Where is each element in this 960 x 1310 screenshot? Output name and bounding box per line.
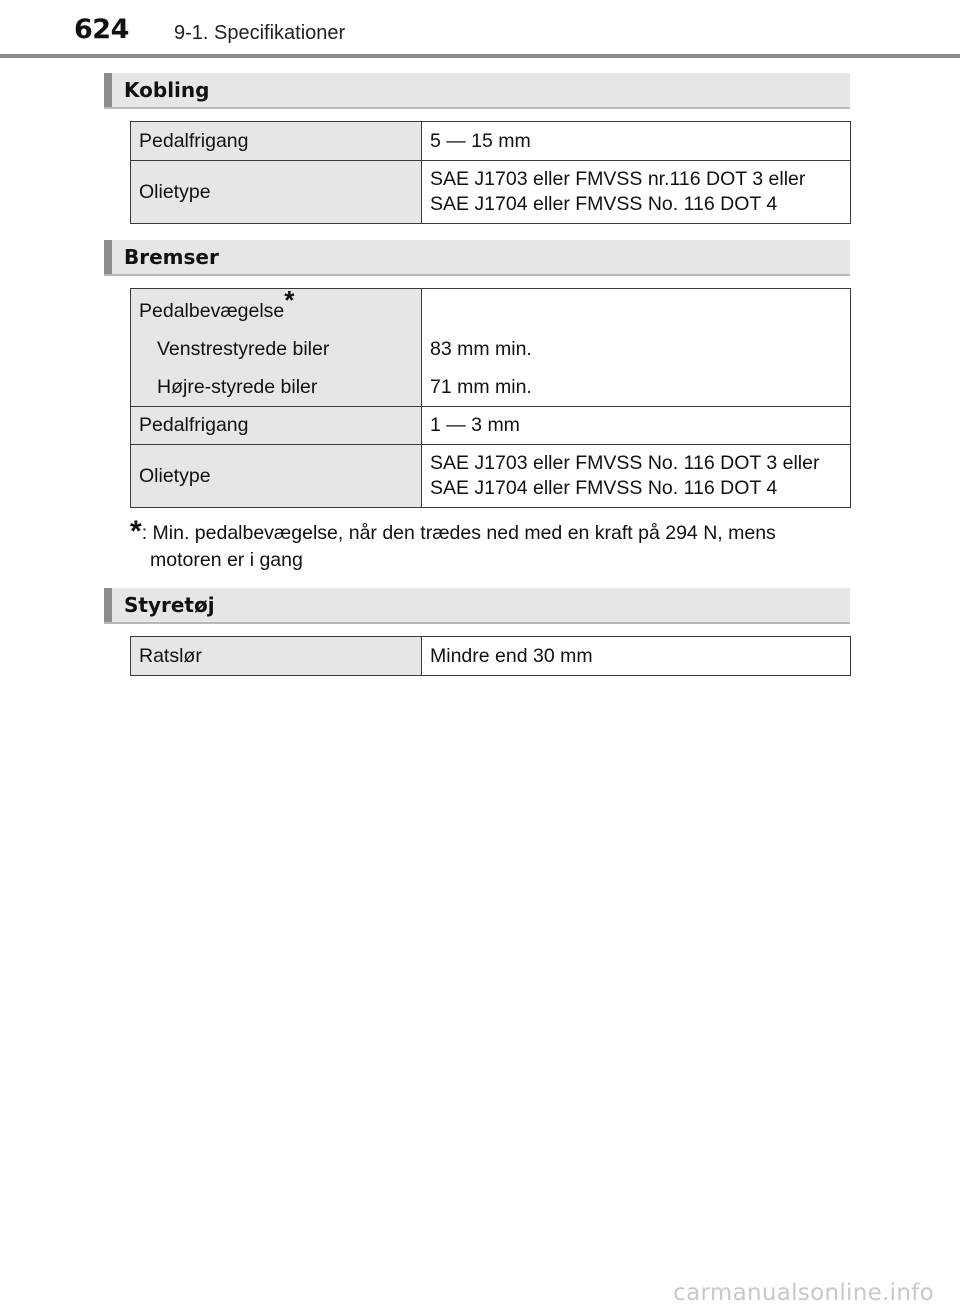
spec-value-empty bbox=[430, 292, 842, 330]
spec-value: 71 mm min. bbox=[430, 375, 532, 398]
page-number: 624 bbox=[74, 14, 129, 45]
section-heading-styretoj bbox=[104, 588, 850, 624]
table-row bbox=[131, 637, 851, 676]
section-heading-kobling bbox=[104, 73, 850, 109]
spec-value bbox=[422, 445, 851, 508]
footnote-asterisk: * bbox=[284, 284, 295, 315]
table-row bbox=[131, 289, 851, 407]
spec-value: 1 — 3 mm bbox=[422, 407, 851, 445]
table-row bbox=[131, 161, 851, 224]
spec-label: Olietype bbox=[131, 445, 422, 508]
spec-label: Pedalfrigang bbox=[131, 407, 422, 445]
spec-value: Mindre end 30 mm bbox=[422, 637, 851, 676]
spec-label: Pedalfrigang bbox=[131, 122, 422, 161]
spec-sublabel: Højre-styrede biler bbox=[157, 375, 318, 398]
spec-value: 83 mm min. bbox=[430, 337, 532, 360]
table-row bbox=[131, 122, 851, 161]
table-row bbox=[131, 445, 851, 508]
spec-label bbox=[139, 284, 413, 330]
spec-table-styretoj bbox=[130, 636, 851, 676]
spec-value-line: SAE J1703 eller FMVSS No. 116 DOT 3 eller bbox=[430, 452, 820, 474]
section-accent-bar bbox=[104, 73, 112, 107]
table-row bbox=[131, 407, 851, 445]
spec-value-line: SAE J1704 eller FMVSS No. 116 DOT 4 bbox=[430, 193, 778, 215]
spec-label-group bbox=[131, 284, 422, 407]
spec-value-line: SAE J1704 eller FMVSS No. 116 DOT 4 bbox=[430, 477, 778, 499]
page-header bbox=[0, 0, 960, 60]
section-title: Styretøj bbox=[124, 593, 215, 617]
section-title: Kobling bbox=[124, 78, 210, 102]
spec-sublabel: Venstrestyrede biler bbox=[157, 337, 330, 360]
pedal-travel-label: Pedalbevægelse bbox=[139, 299, 285, 322]
footnote-text: : Min. pedalbevægelse, når den trædes ned med en kraft på 294 N, mens bbox=[141, 522, 776, 544]
footnote bbox=[130, 515, 844, 574]
spec-label: Olietype bbox=[131, 161, 422, 224]
spec-value: 5 — 15 mm bbox=[422, 122, 851, 161]
spec-value-line: SAE J1703 eller FMVSS nr.116 DOT 3 eller bbox=[430, 168, 806, 190]
section-title: Bremser bbox=[124, 245, 219, 269]
section-accent-bar bbox=[104, 588, 112, 622]
footnote-marker: * bbox=[130, 515, 142, 548]
section-heading-bremser bbox=[104, 240, 850, 276]
footnote-text-continued: motoren er i gang bbox=[150, 549, 303, 571]
watermark: carmanualsonline.info bbox=[673, 1280, 934, 1306]
spec-table-bremser bbox=[130, 284, 851, 508]
section-accent-bar bbox=[104, 240, 112, 274]
spec-value-group bbox=[422, 289, 851, 407]
spec-value bbox=[422, 161, 851, 224]
spec-label: Ratslør bbox=[131, 637, 422, 676]
spec-table-kobling bbox=[130, 121, 851, 224]
header-divider bbox=[0, 54, 960, 58]
chapter-title: 9-1. Specifikationer bbox=[174, 22, 346, 44]
